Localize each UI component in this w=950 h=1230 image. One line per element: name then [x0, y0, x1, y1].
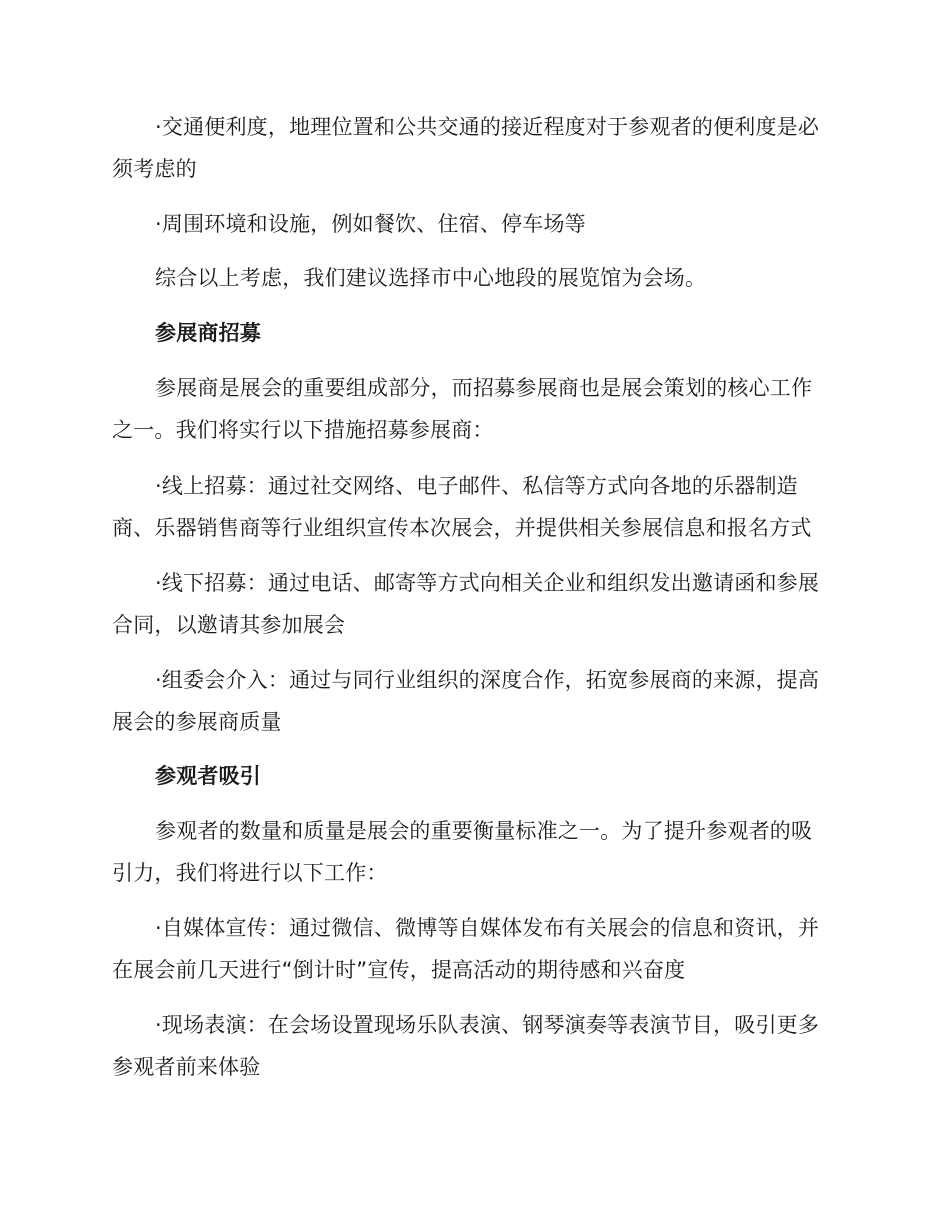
- venue-conclusion: 综合以上考虑，我们建议选择市中心地段的展览馆为会场。: [155, 266, 707, 290]
- section-heading-visitor-attraction: 参观者吸引: [155, 764, 261, 788]
- bullet-offline-recruitment: ·线下招募：通过电话、邮寄等方式向相关企业和组织发出邀请函和参展合同，以邀请其参加展会: [112, 571, 820, 637]
- bullet-transport-convenience: ·交通便利度，地理位置和公共交通的接近程度对于参观者的便利度是必须考虑的: [112, 115, 820, 181]
- bullet-surrounding-facilities: ·周围环境和设施，例如餐饮、住宿、停车场等: [155, 212, 586, 236]
- bullet-committee-involvement: ·组委会介入：通过与同行业组织的深度合作，拓宽参展商的来源，提高展会的参展商质量: [112, 668, 820, 734]
- bullet-online-recruitment: ·线上招募：通过社交网络、电子邮件、私信等方式向各地的乐器制造商、乐器销售商等行业组织宣传本次展会，并提供相关参展信息和报名方式: [112, 474, 812, 540]
- section-heading-exhibitor-recruitment: 参展商招募: [155, 321, 261, 345]
- visitor-intro: 参观者的数量和质量是展会的重要衡量标准之一。为了提升参观者的吸引力，我们将进行以下工作：: [112, 819, 813, 885]
- exhibitor-intro: 参展商是展会的重要组成部分，而招募参展商也是展会策划的核心工作之一。我们将实行以下措施招募参展商：: [112, 376, 813, 442]
- bullet-self-media-promotion: ·自媒体宣传：通过微信、微博等自媒体发布有关展会的信息和资讯，并在展会前几天进行“倒计时”宣传，提高活动的期待感和兴奋度: [112, 916, 820, 982]
- bullet-live-performance: ·现场表演：在会场设置现场乐队表演、钢琴演奏等表演节目，吸引更多参观者前来体验: [112, 1013, 820, 1079]
